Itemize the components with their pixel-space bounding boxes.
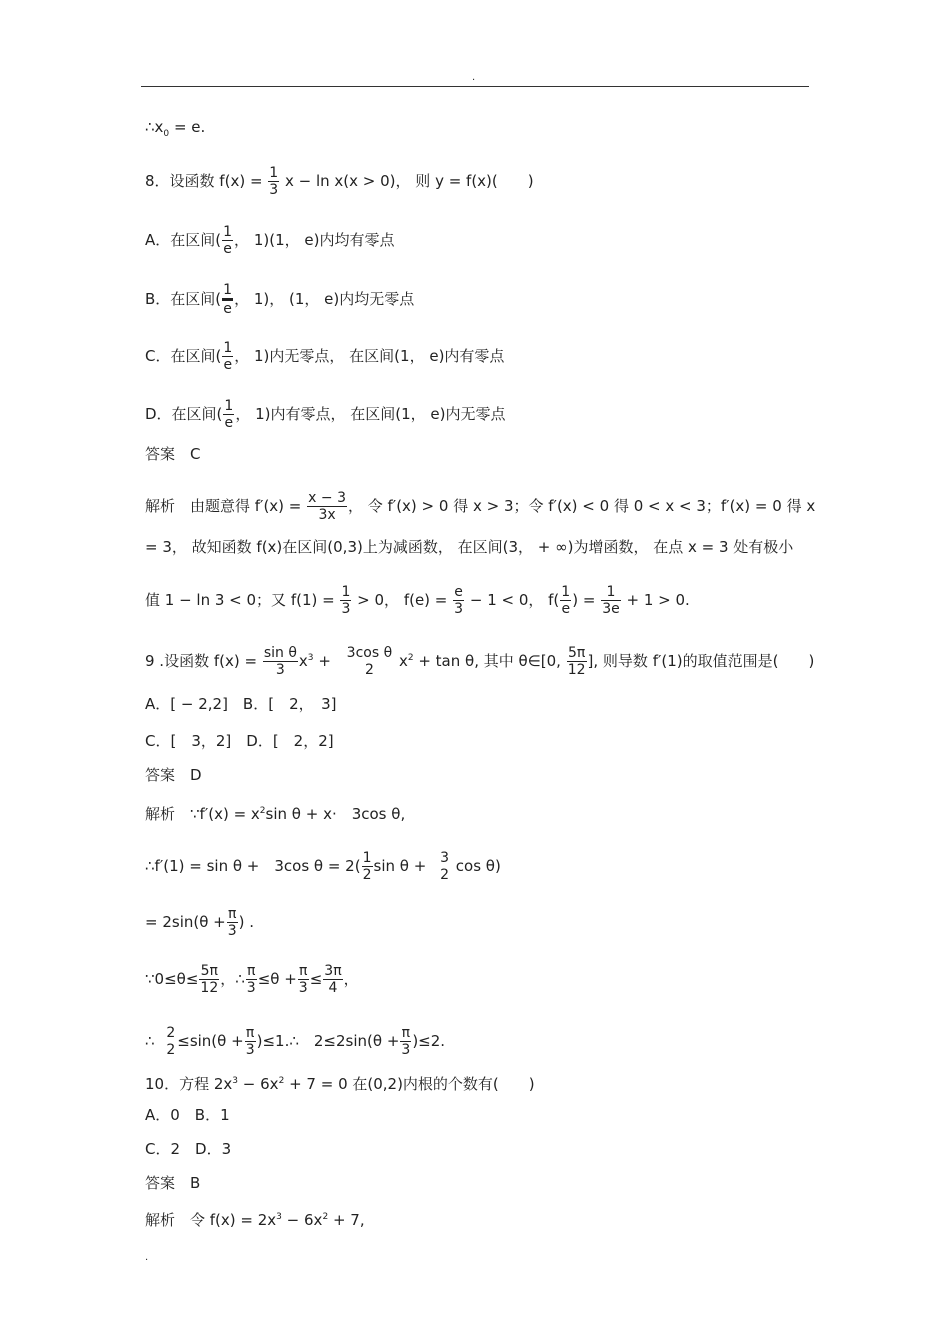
text: = e. (173, 118, 206, 136)
fraction (222, 340, 233, 373)
den: 3e (602, 601, 620, 617)
text: ∴x (145, 118, 164, 136)
fraction (567, 645, 587, 678)
answer-8: 答案 C (145, 445, 201, 463)
text: + tan θ, 其中 θ∈[0, (418, 652, 561, 670)
num: 1 (606, 584, 616, 600)
den: 2 (166, 1042, 176, 1058)
text: 解析 由题意得 f′(x) = (145, 497, 302, 515)
den: 3x (307, 506, 347, 523)
text: ) . (238, 913, 255, 931)
text: ， 令 f′(x) > 0 得 x > 3；令 f′(x) < 0 得 0 < x < 3；f′(x) = 0 得 x (347, 497, 816, 515)
header-dot: . (472, 72, 476, 83)
text: ∵0≤θ≤ (145, 970, 199, 988)
fraction (346, 645, 393, 678)
fraction (165, 1025, 176, 1058)
den: 3 (298, 980, 308, 996)
text: + 1 > 0. (626, 591, 690, 609)
options-9-ab: A．[ − 2,2] B．[ 2， 3] (145, 695, 337, 713)
fraction (340, 584, 351, 617)
fraction (263, 645, 298, 678)
solution-8-line3 (145, 584, 690, 617)
num: 3cos θ (346, 645, 393, 661)
text: = 2sin(θ + (145, 913, 226, 931)
text: ≤sin(θ + (177, 1032, 244, 1050)
num: 1 (269, 165, 279, 181)
text: 9 .设函数 f(x) = (145, 652, 258, 670)
solution-9-line2 (145, 850, 501, 883)
den: 4 (323, 979, 342, 996)
text: − 6x (242, 1075, 279, 1093)
text: sin θ + x· 3cos θ, (265, 805, 406, 823)
option-8a (145, 224, 394, 257)
text: + 7, (332, 1211, 365, 1229)
option-8c (145, 340, 504, 373)
fraction (453, 584, 464, 617)
text: 10．方程 2x (145, 1075, 233, 1093)
den: 3 (245, 1042, 255, 1058)
den: 3 (263, 661, 298, 678)
num: π (227, 906, 237, 922)
text: ， 1)， (1， e)内均无零点 (234, 290, 415, 308)
text: ， 1)(1， e)内均有零点 (234, 231, 395, 249)
fraction (222, 282, 233, 317)
fraction (323, 963, 342, 996)
text: )≤1.∴ 2≤2sin(θ + (256, 1032, 400, 1050)
text: + 7 = 0 在(0,2)内根的个数有( ) (289, 1075, 535, 1093)
num: x − 3 (308, 490, 346, 506)
text: B．在区间( (145, 290, 222, 308)
den: 3 (269, 182, 279, 198)
num: sin θ (263, 645, 297, 661)
solution-9-line1 (145, 801, 405, 824)
num: 1 (223, 282, 233, 298)
solution-9-line3 (145, 906, 254, 939)
text: 8．设函数 f(x) = (145, 172, 263, 190)
fraction (227, 906, 238, 939)
text: ≤ (309, 970, 323, 988)
text: A．在区间( (145, 231, 222, 249)
superscript: 2 (259, 806, 266, 816)
text: x (298, 652, 308, 670)
num: 3π (324, 963, 342, 979)
fraction (298, 963, 309, 996)
superscript: 2 (407, 653, 414, 663)
text: ， 1)内无零点， 在区间(1， e)内有零点 (234, 347, 505, 365)
text: ， (343, 970, 359, 988)
den: 2 (362, 867, 372, 883)
fraction (245, 1025, 256, 1058)
fraction (439, 850, 450, 883)
text: sin θ + (373, 857, 427, 875)
den: 3 (401, 1042, 411, 1058)
answer-10: 答案 B (145, 1174, 201, 1192)
text: − 1 < 0， f( (469, 591, 560, 609)
question-10 (145, 1071, 535, 1094)
den: e (223, 241, 232, 257)
den: e (222, 298, 233, 317)
den: 3 (246, 980, 256, 996)
text: ∴ (145, 1032, 155, 1050)
text: ∴f′(1) = sin θ + 3cos θ = 2( (145, 857, 361, 875)
text: x − ln x(x > 0)， 则 y = f(x)( ) (285, 172, 534, 190)
fraction (199, 963, 219, 996)
den: 3 (341, 601, 351, 617)
solution-8-line2: = 3， 故知函数 f(x)在区间(0,3)上为减函数， 在区间(3， + ∞)为增函数， 在点 x = 3 处有极小 (145, 538, 794, 556)
fraction (268, 165, 279, 198)
text: cos θ) (455, 857, 501, 875)
num: π (245, 1025, 255, 1041)
options-9-cd: C．[ 3，2] D．[ 2，2] (145, 732, 334, 750)
den: 2 (346, 661, 393, 678)
num: 1 (223, 224, 233, 240)
num: 1 (223, 340, 233, 356)
num: 1 (561, 584, 571, 600)
question-8 (145, 165, 534, 198)
num: e (454, 584, 463, 600)
solution-10 (145, 1207, 365, 1230)
num: 1 (362, 850, 372, 866)
superscript: 2 (278, 1076, 285, 1086)
option-8b (145, 282, 414, 317)
num: 3 (440, 850, 449, 866)
superscript: 3 (232, 1076, 239, 1086)
num: 5π (200, 963, 218, 979)
subscript: 0 (163, 129, 170, 139)
den: 2 (440, 867, 449, 883)
den: 3 (454, 601, 464, 617)
den: 12 (567, 662, 586, 678)
line-conclusion (145, 117, 205, 144)
text: > 0， f(e) = (357, 591, 448, 609)
den: e (223, 357, 233, 373)
fraction (362, 850, 373, 883)
text: ], 则导数 f′(1)的取值范围是( ) (587, 652, 815, 670)
num: π (401, 1025, 411, 1041)
text: 值 1 − ln 3 < 0；又 f(1) = (145, 591, 335, 609)
num: 1 (224, 398, 234, 414)
footer-dot: . (145, 1252, 149, 1263)
fraction (223, 398, 234, 431)
den: e (561, 601, 571, 617)
answer-9: 答案 D (145, 766, 202, 784)
options-10-cd: C．2 D．3 (145, 1140, 232, 1158)
fraction (246, 963, 257, 996)
superscript: 2 (322, 1212, 329, 1222)
text: 解析 ∵f′(x) = x (145, 805, 260, 823)
num: 1 (341, 584, 351, 600)
options-10-ab: A．0 B．1 (145, 1106, 230, 1124)
text: )≤2. (412, 1032, 446, 1050)
text: ，∴ (220, 970, 245, 988)
num: 5π (567, 645, 586, 661)
solution-9-line4 (145, 963, 359, 996)
den: e (224, 415, 234, 431)
fraction (400, 1025, 411, 1058)
superscript: 3 (307, 653, 314, 663)
text: ≤θ + (257, 970, 297, 988)
num: π (247, 963, 256, 979)
text: + (318, 652, 331, 670)
text: − 6x (286, 1211, 323, 1229)
superscript: 3 (276, 1212, 282, 1222)
option-8d (145, 398, 506, 431)
text: D．在区间( (145, 405, 223, 423)
text: C．在区间( (145, 347, 222, 365)
text: ) = (572, 591, 596, 609)
text: 解析 令 f(x) = 2x (145, 1211, 277, 1229)
num: π (299, 963, 308, 979)
fraction (222, 224, 233, 257)
solution-8-line1 (145, 490, 816, 523)
solution-9-line5 (145, 1025, 445, 1058)
text: x (398, 652, 408, 670)
den: 3 (227, 923, 237, 939)
question-9 (145, 645, 814, 678)
fraction (560, 584, 571, 617)
text: ， 1)内有零点， 在区间(1， e)内无零点 (235, 405, 506, 423)
num: 2 (166, 1025, 176, 1041)
fraction (601, 584, 621, 617)
header-rule (141, 86, 809, 87)
fraction (307, 490, 347, 523)
den: 12 (200, 980, 219, 996)
